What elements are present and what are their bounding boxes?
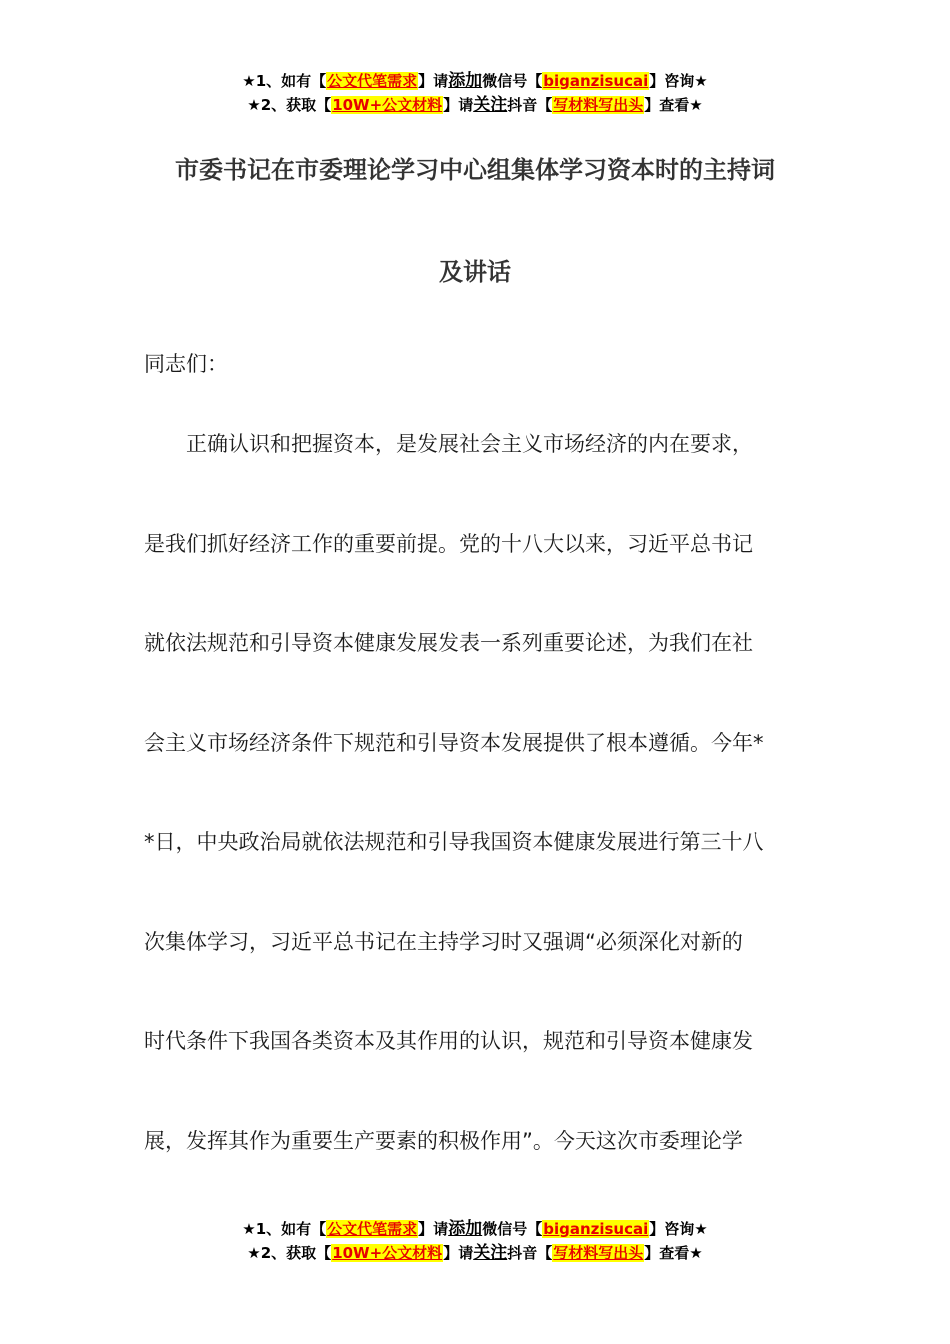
body-line: 时代条件下我国各类资本及其作用的认识，规范和引导资本健康发 [144,1029,753,1053]
banner-text: 】请 [443,1244,474,1262]
banner-highlight: 10W+公文材料 [332,1244,443,1262]
banner-highlight: 公文代笔需求 [327,1220,418,1238]
banner-highlight: 写材料写出头 [553,96,644,114]
banner-text: 抖音【 [507,1244,553,1262]
body-line: 就依法规范和引导资本健康发展发表一系列重要论述，为我们在社 [144,631,753,655]
document-title-line-2: 及讲话 [439,258,511,286]
banner-line-2 [0,93,950,117]
banner-line-1 [0,69,950,93]
body-line: *日，中央政治局就依法规范和引导我国资本健康发展进行第三十八 [144,830,764,854]
banner-emphasis: 关注 [473,1243,508,1263]
banner-text: ★1、如有【 [242,72,327,90]
banner-text: 】查看★ [644,96,703,114]
body-line: 正确认识和把握资本，是发展社会主义市场经济的内在要求， [144,432,753,456]
banner-highlight: 公文代笔需求 [327,72,418,90]
banner-text: 】咨询★ [649,72,708,90]
body-line: 次集体学习，习近平总书记在主持学习时又强调“必须深化对新的 [144,930,743,954]
banner-line-1 [0,1217,950,1241]
banner-text: 微信号【 [482,1220,543,1238]
banner-text: 】咨询★ [649,1220,708,1238]
banner-highlight: 写材料写出头 [553,1244,644,1262]
banner-text: 】请 [418,72,449,90]
banner-text: ★1、如有【 [242,1220,327,1238]
banner-text: 抖音【 [507,96,553,114]
greeting: 同志们： [144,352,228,376]
body-line: 展，发挥其作为重要生产要素的积极作用”。今天这次市委理论学 [144,1129,743,1153]
footer-banner [0,1217,950,1265]
banner-text: ★2、获取【 [247,1244,332,1262]
banner-emphasis: 添加 [448,1219,483,1239]
banner-line-2 [0,1241,950,1265]
banner-highlight: biganzisucai [543,72,649,90]
banner-text: 】请 [418,1220,449,1238]
banner-emphasis: 关注 [473,95,508,115]
banner-highlight: 10W+公文材料 [332,96,443,114]
banner-text: 】请 [443,96,474,114]
body-line: 会主义市场经济条件下规范和引导资本发展提供了根本遵循。今年* [144,731,764,755]
banner-text: 】查看★ [644,1244,703,1262]
banner-emphasis: 添加 [448,71,483,91]
banner-text: 微信号【 [482,72,543,90]
banner-highlight: biganzisucai [543,1220,649,1238]
header-banner [0,69,950,117]
document-title-line-1: 市委书记在市委理论学习中心组集体学习资本时的主持词 [175,156,775,184]
body-line: 是我们抓好经济工作的重要前提。党的十八大以来，习近平总书记 [144,532,753,556]
banner-text: ★2、获取【 [247,96,332,114]
